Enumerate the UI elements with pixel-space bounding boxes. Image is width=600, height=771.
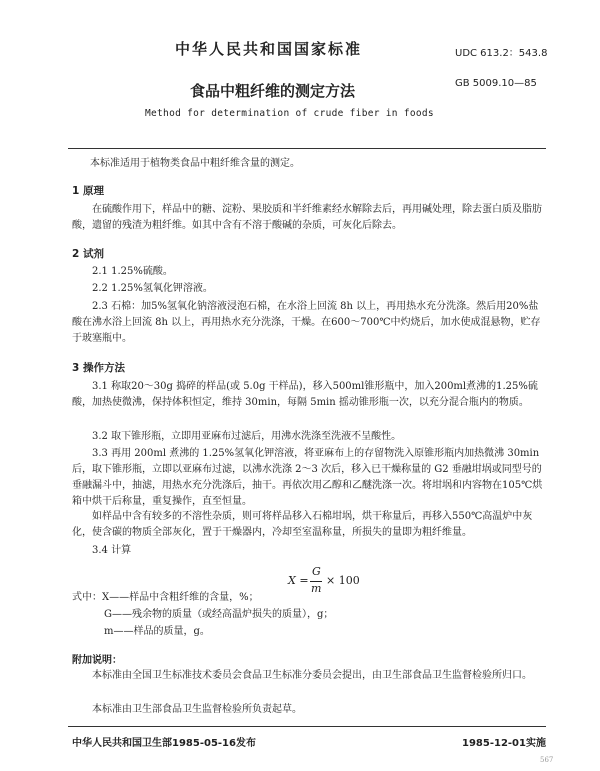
- formula-denominator: m: [311, 582, 322, 595]
- page-stamp: 567: [540, 756, 554, 764]
- procedure-3-4: 3.4 计算: [92, 545, 132, 556]
- standard-org-title: 中华人民共和国国家标准: [175, 40, 363, 58]
- reagent-2-2: 2.2 1.25%氢氧化钾溶液。: [92, 283, 213, 294]
- footer-issued: 中华人民共和国卫生部1985-05-16发布: [72, 738, 256, 749]
- procedure-3-2: 3.2 取下锥形瓶，立即用亚麻布过滤后，用沸水洗涤至洗液不呈酸性。: [92, 431, 402, 442]
- reagent-2-3: 2.3 石棉：加5%氢氧化钠溶液浸泡石棉，在水浴上回流 8h 以上，再用热水充分洗涤。然后用20%盐酸在沸水浴上回流 8h 以上，再用热水充分洗涤，干燥。在600～700℃中灼烧后，加水使成混悬物，贮存于玻塞瓶中。: [72, 301, 541, 344]
- formula-rhs: × 100: [326, 574, 360, 587]
- legend-g: G——残余物的质量（或经高温炉损失的质量），g；: [104, 609, 334, 620]
- legend-m: m——样品的质量，g。: [104, 626, 210, 637]
- gb-number: GB 5009.10—85: [455, 78, 537, 89]
- section-1-text: 在硫酸作用下，样品中的糖、淀粉、果胶质和半纤维素经水解除去后，再用碱处理，除去蛋白质及脂肪酸，遗留的残渣为粗纤维。如其中含有不溶于酸碱的杂质，可灰化后除去。: [72, 204, 542, 231]
- footer-divider: [68, 726, 546, 727]
- section-2-heading: 2 试剂: [72, 248, 104, 260]
- notes-text-1: 本标准由全国卫生标准技术委员会食品卫生标准分委员会提出，由卫生部食品卫生监督检验所归口。: [92, 670, 532, 681]
- section-3-heading: 3 操作方法: [72, 362, 125, 374]
- header-divider: [68, 148, 546, 149]
- intro-text: 本标准适用于植物类食品中粗纤维含量的测定。: [90, 158, 300, 169]
- notes-heading: 附加说明：: [72, 655, 122, 666]
- legend-x: 式中：X——样品中含粗纤维的含量，%；: [72, 592, 259, 603]
- notes-text-2: 本标准由卫生部食品卫生监督检验所负责起草。: [92, 704, 302, 715]
- procedure-3-1: 3.1 称取20～30g 捣碎的样品(或 5.0g 干样品)，移入500ml锥形瓶中，加入200ml煮沸的1.25%硫酸，加热使微沸，保持体积恒定，维持 30min，每隔 5min 摇动锥形瓶一次，以充分混合瓶内的物质。: [72, 381, 538, 408]
- footer-effective: 1985-12-01实施: [462, 738, 546, 749]
- reagent-2-1: 2.1 1.25%硫酸。: [92, 266, 173, 277]
- english-subtitle: Method for determination of crude fiber in foods: [145, 108, 434, 119]
- udc-code: UDC 613.2：543.8: [455, 48, 548, 59]
- document-title: 食品中粗纤维的测定方法: [190, 82, 356, 100]
- procedure-note: 如样品中含有较多的不溶性杂质，则可将样品移入石棉坩埚，烘干称量后，再移入550℃高温炉中灰化，使含碳的物质全部灰化，置于干燥器内，冷却至室温称量，所损失的量即为粗纤维量。: [72, 511, 533, 538]
- formula-lhs: X =: [288, 574, 309, 587]
- procedure-3-3: 3.3 再用 200ml 煮沸的 1.25%氢氧化钾溶液，将亚麻布上的存留物洗入原锥形瓶内加热微沸 30min后，取下锥形瓶，立即以亚麻布过滤，以沸水洗涤 2～3 次后，移入已干燥称量的 G2 垂融坩埚或同型号的垂融漏斗中，抽滤，用热水充分洗涤后，抽干。再依次用乙醇和乙醚洗涤一次。将坩埚和内容物在105℃烘箱中烘干后称量，重复操作，直至恒量。: [72, 448, 543, 507]
- formula-numerator: G: [312, 565, 321, 578]
- section-1-heading: 1 原理: [72, 185, 104, 197]
